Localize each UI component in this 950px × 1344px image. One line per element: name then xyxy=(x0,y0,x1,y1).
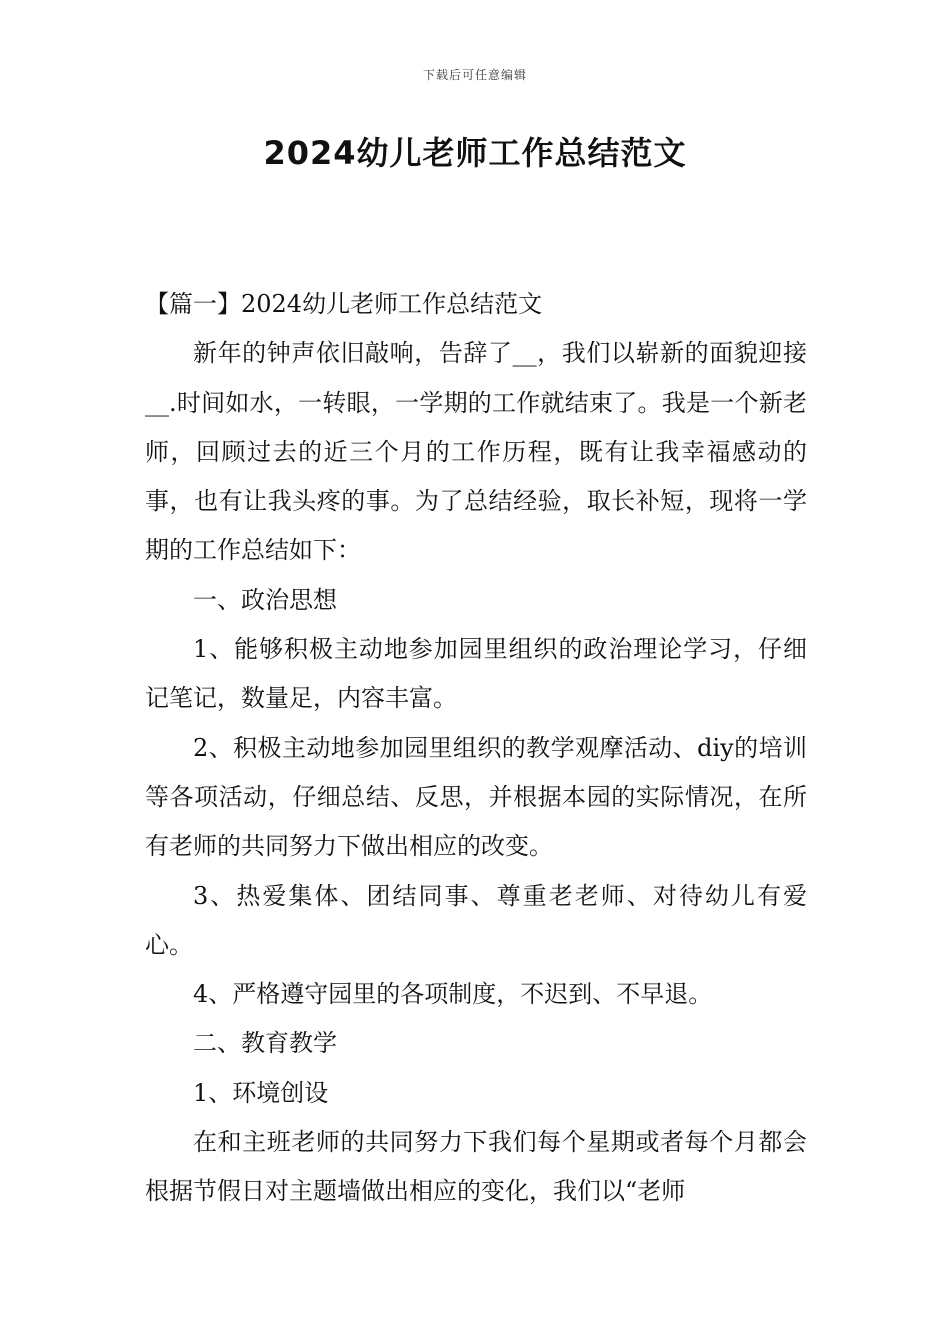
paragraph: 在和主班老师的共同努力下我们每个星期或者每个月都会根据节假日对主题墙做出相应的变化，我们以“老师 xyxy=(145,1128,807,1206)
paragraph: 二、教育教学 xyxy=(193,1029,337,1058)
paragraph: 【篇一】2024幼儿老师工作总结范文 xyxy=(145,290,543,318)
header-note: 下载后可任意编辑 xyxy=(422,68,527,82)
paragraph: 3、热爱集体、团结同事、尊重老老师、对待幼儿有爱心。 xyxy=(145,881,807,959)
paragraph: 新年的钟声依旧敲响，告辞了__，我们以崭新的面貌迎接__.时间如水，一转眼，一学期的工作就结束了。我是一个新老师，回顾过去的近三个月的工作历程，既有让我幸福感动的事，也有让我头疼的事。为了总结经验，取长补短，现将一学期的工作总结如下： xyxy=(145,339,807,565)
document-title: 2024幼儿老师工作总结范文 xyxy=(263,134,687,172)
paragraph: 1、能够积极主动地参加园里组织的政治理论学习，仔细记笔记，数量足，内容丰富。 xyxy=(145,635,807,713)
paragraph: 4、严格遵守园里的各项制度，不迟到、不早退。 xyxy=(193,980,713,1009)
paragraph: 2、积极主动地参加园里组织的教学观摩活动、diy的培训等各项活动，仔细总结、反思，并根据本园的实际情况，在所有老师的共同努力下做出相应的改变。 xyxy=(145,733,807,861)
paragraph: 1、环境创设 xyxy=(193,1078,329,1107)
paragraph: 一、政治思想 xyxy=(193,585,337,614)
document-body xyxy=(145,280,807,1217)
